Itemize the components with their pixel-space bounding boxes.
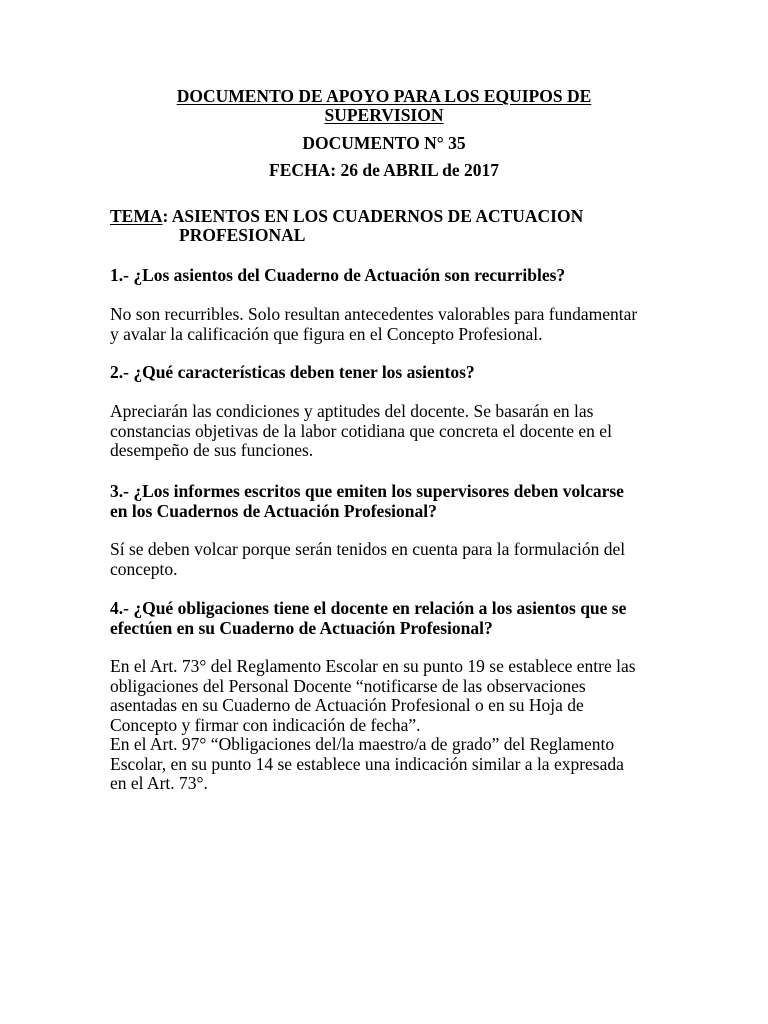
answer-4	[110, 657, 670, 794]
question-3	[110, 482, 670, 521]
question-1	[110, 266, 670, 286]
topic-text-line-1: : ASIENTOS EN LOS CUADERNOS DE ACTUACION	[162, 206, 584, 226]
topic-label: TEMA	[110, 206, 163, 226]
document-title	[110, 87, 658, 125]
topic-heading	[110, 207, 670, 245]
question-2	[110, 363, 670, 383]
document-date: FECHA: 26 de ABRIL de 2017	[269, 160, 499, 180]
question-line: 3.- ¿Los informes escritos que emiten los supervisores deben volcarse	[110, 481, 624, 501]
question-line: 4.- ¿Qué obligaciones tiene el docente en relación a los asientos que se	[110, 598, 627, 618]
answer-line: En el Art. 73° del Reglamento Escolar en su punto 19 se establece entre las	[110, 656, 636, 676]
document-title-line-1: DOCUMENTO DE APOYO PARA LOS EQUIPOS DE	[176, 86, 592, 106]
answer-line: constancias objetivas de la labor cotidiana que concreta el docente en el	[110, 420, 612, 441]
question-4	[110, 599, 670, 638]
question-line: efectúen en su Cuaderno de Actuación Profesional?	[110, 617, 493, 638]
answer-line: Apreciarán las condiciones y aptitudes del docente. Se basarán en las	[110, 401, 594, 421]
answer-line: Concepto y firmar con indicación de fecha”.	[110, 714, 421, 735]
answer-line: en el Art. 73°.	[110, 773, 208, 793]
answer-line: En el Art. 97° “Obligaciones del/la maestro/a de grado” del Reglamento	[110, 734, 615, 754]
document-number: DOCUMENTO N° 35	[302, 133, 466, 153]
answer-3	[110, 540, 670, 579]
answer-1	[110, 305, 670, 344]
answer-2	[110, 402, 670, 461]
document-title-line-2: SUPERVISION	[324, 105, 444, 125]
answer-line: y avalar la calificación que figura en el Concepto Profesional.	[110, 323, 543, 344]
answer-line: Escolar, en su punto 14 se establece una indicación similar a la expresada	[110, 753, 624, 774]
answer-line: concepto.	[110, 558, 178, 579]
question-line: 1.- ¿Los asientos del Cuaderno de Actuación son recurribles?	[110, 265, 566, 285]
answer-line: asentadas en su Cuaderno de Actuación Profesional o en su Hoja de	[110, 695, 584, 715]
question-line: en los Cuadernos de Actuación Profesional?	[110, 500, 437, 521]
answer-line: No son recurribles. Solo resultan antecedentes valorables para fundamentar	[110, 304, 638, 324]
answer-line: desempeño de sus funciones.	[110, 440, 314, 460]
question-line: 2.- ¿Qué características deben tener los asientos?	[110, 362, 475, 382]
answer-line: Sí se deben volcar porque serán tenidos en cuenta para la formulación del	[110, 539, 626, 559]
answer-line: obligaciones del Personal Docente “notificarse de las observaciones	[110, 675, 586, 696]
topic-text-line-2: PROFESIONAL	[179, 225, 306, 245]
